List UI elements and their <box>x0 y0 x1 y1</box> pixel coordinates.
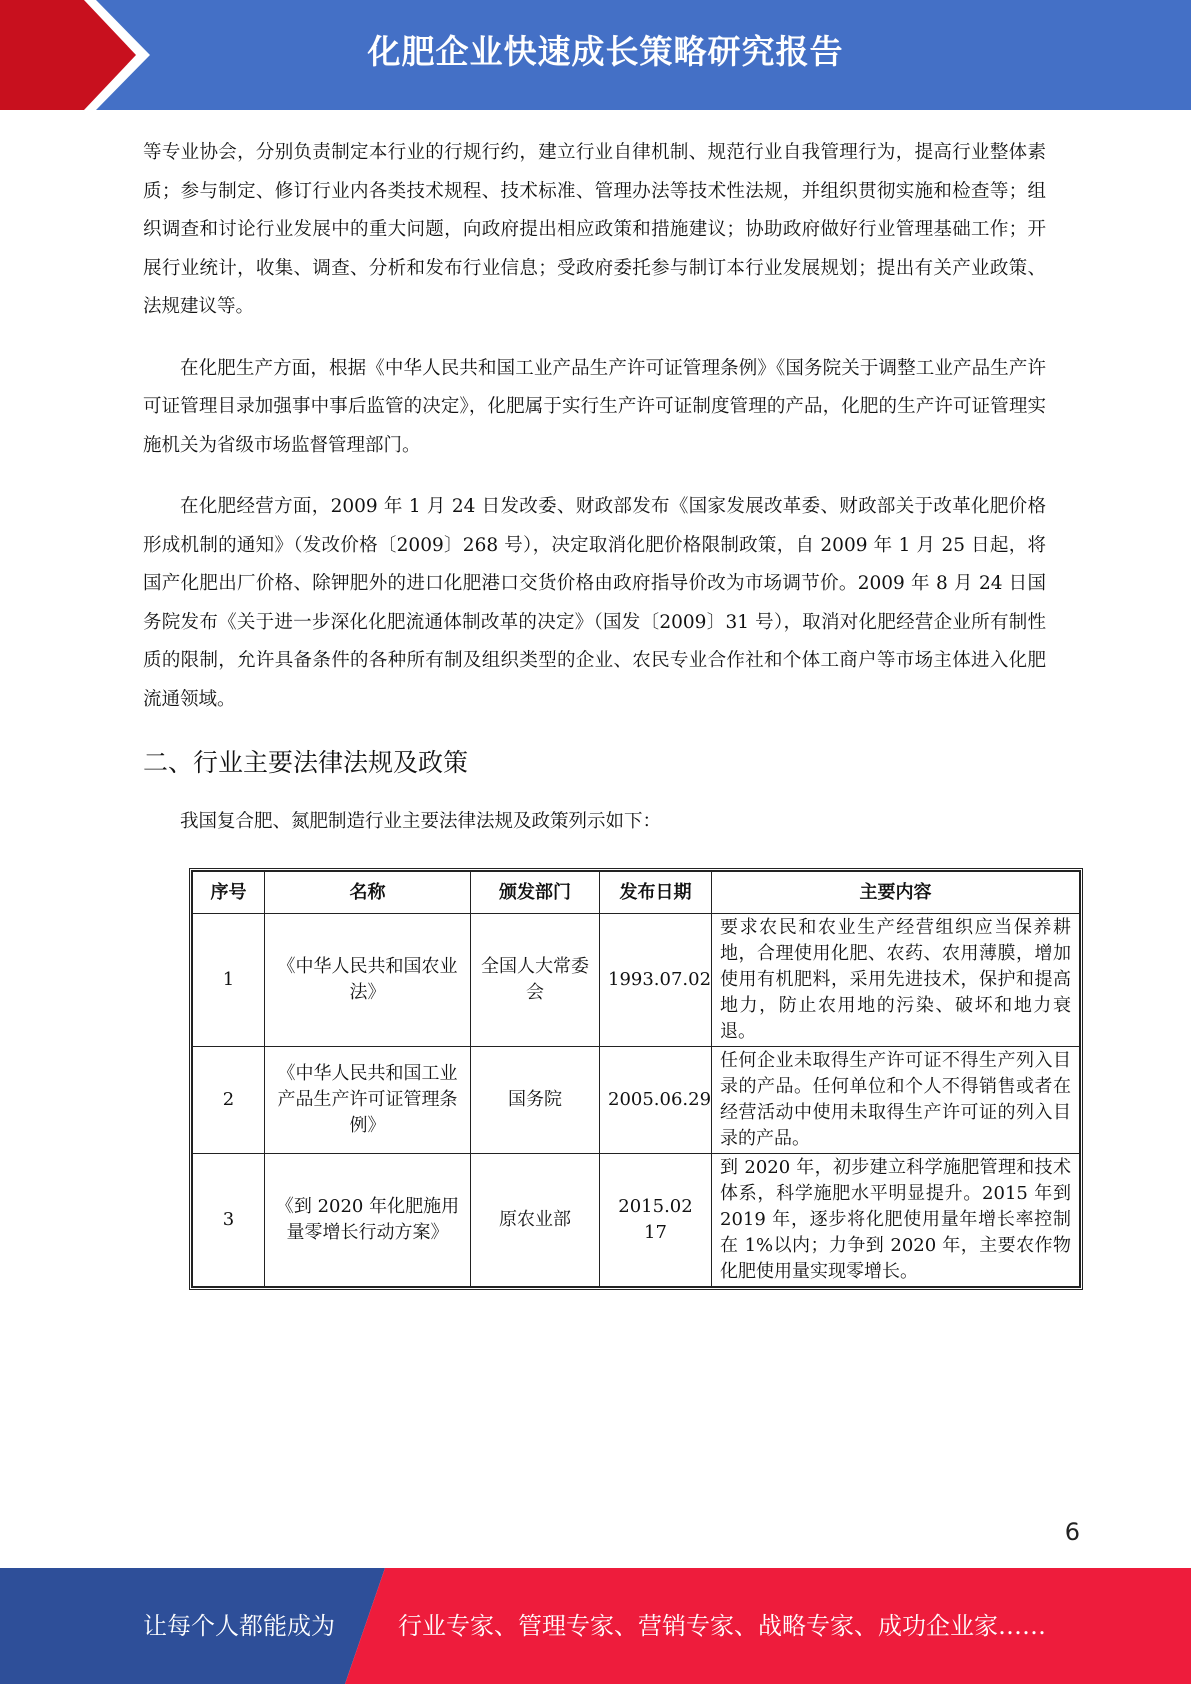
cell-date: 1993.07.02 <box>600 914 712 1047</box>
cell-dept: 原农业部 <box>471 1154 600 1287</box>
cell-content: 任何企业未取得生产许可证不得生产列入目录的产品。任何单位和个人不得销售或者在经营活动中使用未取得生产许可证的列入目录的产品。 <box>712 1047 1080 1154</box>
paragraph-3: 在化肥经营方面，2009 年 1 月 24 日发改委、财政部发布《国家发展改革委、财政部关于改革化肥价格形成机制的通知》（发改价格〔2009〕268 号），决定取消化肥价格限制政策，自 2009 年 1 月 25 日起，将国产化肥出厂价格、除钾肥外的进口化肥港口交货价格由政府指导价改为市场调节价。2009 年 8 月 24 日国务院发布《关于进一步深化化肥流通体制改革的决定》（国发〔2009〕31 号），取消对化肥经营企业所有制性质的限制，允许具备条件的各种所有制及组织类型的企业、农民专业合作社和个体工商户等市场主体进入化肥流通领域。 <box>143 496 1046 710</box>
page-header <box>0 0 1191 110</box>
footer-slogan-left: 让每个人都能成为 <box>143 1612 335 1640</box>
header-content: 主要内容 <box>712 872 1080 914</box>
header-dept: 颁发部门 <box>471 872 600 914</box>
page-footer <box>0 1568 1191 1684</box>
cell-date: 2015.02 17 <box>600 1154 712 1287</box>
regulations-table <box>189 868 1083 1290</box>
cell-dept: 国务院 <box>471 1047 600 1154</box>
page-number: 6 <box>1064 1518 1080 1546</box>
header-name: 名称 <box>265 872 471 914</box>
cell-no: 1 <box>193 914 265 1047</box>
table-header-row <box>193 872 1080 914</box>
report-title: 化肥企业快速成长策略研究报告 <box>367 32 844 71</box>
header-date: 发布日期 <box>600 872 712 914</box>
cell-dept: 全国人大常委会 <box>471 914 600 1047</box>
cell-no: 3 <box>193 1154 265 1287</box>
cell-name: 《中华人民共和国农业法》 <box>265 914 471 1047</box>
footer-slogan-right: 行业专家、管理专家、营销专家、战略专家、成功企业家…… <box>398 1612 1046 1640</box>
table-intro: 我国复合肥、氮肥制造行业主要法律法规及政策列示如下： <box>180 811 662 832</box>
section-heading: 二、行业主要法律法规及政策 <box>143 748 469 777</box>
body-content <box>143 134 1046 842</box>
paragraph-1: 等专业协会，分别负责制定本行业的行规行约，建立行业自律机制、规范行业自我管理行为，提高行业整体素质；参与制定、修订行业内各类技术规程、技术标准、管理办法等技术性法规，并组织贯彻实施和检查等；组织调查和讨论行业发展中的重大问题，向政府提出相应政策和措施建议；协助政府做好行业管理基础工作；开展行业统计，收集、调查、分析和发布行业信息；受政府委托参与制订本行业发展规划；提出有关产业政策、法规建议等。 <box>143 142 1046 317</box>
cell-name: 《到 2020 年化肥施用量零增长行动方案》 <box>265 1154 471 1287</box>
table-row <box>193 1047 1080 1154</box>
cell-no: 2 <box>193 1047 265 1154</box>
cell-name: 《中华人民共和国工业产品生产许可证管理条例》 <box>265 1047 471 1154</box>
cell-content: 要求农民和农业生产经营组织应当保养耕地，合理使用化肥、农药、农用薄膜，增加使用有机肥料，采用先进技术，保护和提高地力，防止农用地的污染、破坏和地力衰退。 <box>712 914 1080 1047</box>
cell-date: 2005.06.29 <box>600 1047 712 1154</box>
table-row <box>193 1154 1080 1287</box>
cell-content: 到 2020 年，初步建立科学施肥管理和技术体系，科学施肥水平明显提升。2015 年到 2019 年，逐步将化肥使用量年增长率控制在 1%以内；力争到 2020 年，主要农作物化肥使用量实现零增长。 <box>712 1154 1080 1287</box>
table-row <box>193 914 1080 1047</box>
header-no: 序号 <box>193 872 265 914</box>
paragraph-2: 在化肥生产方面，根据《中华人民共和国工业产品生产许可证管理条例》《国务院关于调整工业产品生产许可证管理目录加强事中事后监管的决定》，化肥属于实行生产许可证制度管理的产品，化肥的生产许可证管理实施机关为省级市场监督管理部门。 <box>143 357 1046 456</box>
